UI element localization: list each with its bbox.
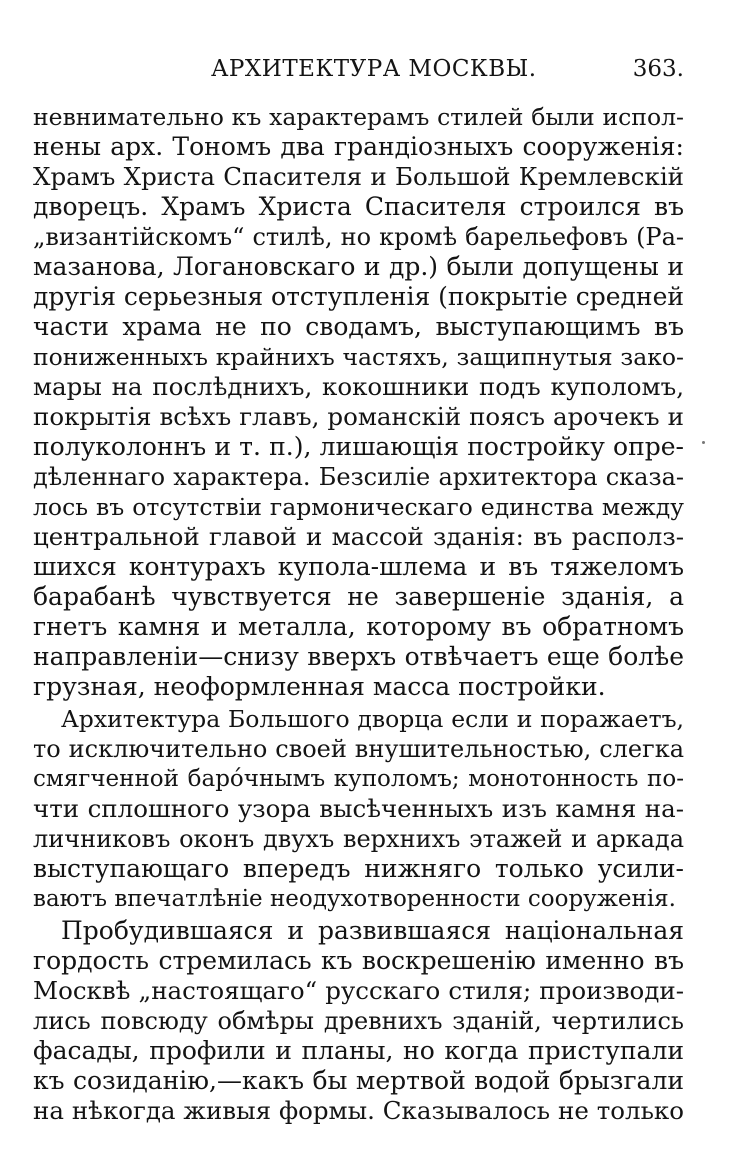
- paragraph: [33, 916, 684, 1126]
- text-line: „византiйскомъ“ стилѣ, но кромѣ барельефовъ (Ра-: [33, 223, 684, 251]
- page-number: 363.: [632, 56, 684, 82]
- text-line: пониженныхъ крайнихъ частяхъ, защипнутыя зако-: [33, 343, 684, 371]
- text-line: покрытiя всѣхъ главъ, романскiй поясъ арочекъ и: [33, 402, 684, 431]
- text-line: фасады, профили и планы, но когда приступали: [33, 1036, 684, 1065]
- text-line: Пробудившаяся и развившаяся нацiональная: [61, 916, 684, 945]
- text-line: лось въ отсутствiи гармоническаго единства между: [33, 493, 684, 521]
- text-line: направленiи—снизу вверхъ отвѣчаетъ еще болѣе: [33, 642, 684, 671]
- text-line: мары на послѣднихъ, кокошники подъ куполомъ,: [33, 372, 684, 401]
- text-line: барабанѣ чувствуется не завершенiе зданiя, а: [33, 582, 684, 611]
- text-line: дѣленнаго характера. Безсилiе архитектора сказа-: [33, 463, 684, 491]
- text-line: ваютъ впечатлѣнiе неодухотворенности сооруженiя.: [33, 886, 676, 912]
- text-line: Москвѣ „настоящаго“ русскаго стиля; производи-: [33, 976, 684, 1005]
- text-line: гнетъ камня и металла, которому въ обратномъ: [33, 612, 684, 641]
- paragraph: [33, 704, 684, 914]
- text-line: Архитектура Большого дворца если и поражаетъ,: [61, 705, 684, 733]
- paragraph: [33, 102, 684, 702]
- page-header: [33, 52, 684, 86]
- text-line: лись повсюду обмѣры древнихъ зданiй, чертились: [33, 1007, 684, 1035]
- text-line: чти сплошного узора высѣченныхъ изъ камня на-: [33, 794, 684, 823]
- text-line: смягченной барóчнымъ куполомъ; монотонность по-: [33, 766, 684, 792]
- body-text: [33, 102, 684, 1128]
- paper-speck: [702, 441, 705, 444]
- text-line: къ созиданiю,—какъ бы мертвой водой брызгали: [33, 1066, 684, 1095]
- text-line: шихся контурахъ купола-шлема и въ тяжеломъ: [33, 552, 684, 581]
- text-line: центральной главой и массой зданiя: въ располз-: [33, 522, 684, 551]
- text-line: выступающаго впередъ нижняго только усили-: [33, 854, 684, 883]
- text-line: гордость стремилась къ воскрешенiю именно въ: [33, 946, 684, 975]
- text-line: невнимательно къ характерамъ стилей были испол-: [33, 103, 684, 131]
- text-line: Храмъ Христа Спасителя и Большой Кремлевскiй: [33, 162, 684, 191]
- text-line: мазанова, Логановскаго и др.) были допущены и: [33, 252, 684, 281]
- text-line: на нѣкогда живыя формы. Сказывалось не только: [33, 1096, 684, 1125]
- text-line: то исключительно своей внушительностью, слегка: [33, 735, 684, 763]
- text-line: личниковъ оконъ двухъ верхнихъ этажей и аркада: [33, 825, 684, 853]
- text-line: дворецъ. Храмъ Христа Спасителя строился въ: [33, 192, 684, 221]
- text-line: части храма не по сводамъ, выступающимъ въ: [33, 312, 684, 341]
- text-line: другiя серьезныя отступленiя (покрытiе средней: [33, 282, 684, 311]
- text-line: грузная, неоформленная масса постройки.: [33, 672, 606, 701]
- running-title: АРХИТЕКТУРА МОСКВЫ.: [211, 56, 537, 82]
- text-line: нены арх. Тономъ два грандiозныхъ сооруженiя:: [33, 132, 684, 161]
- text-line: полуколоннъ и т. п.), лишающiя постройку опре-: [33, 432, 684, 461]
